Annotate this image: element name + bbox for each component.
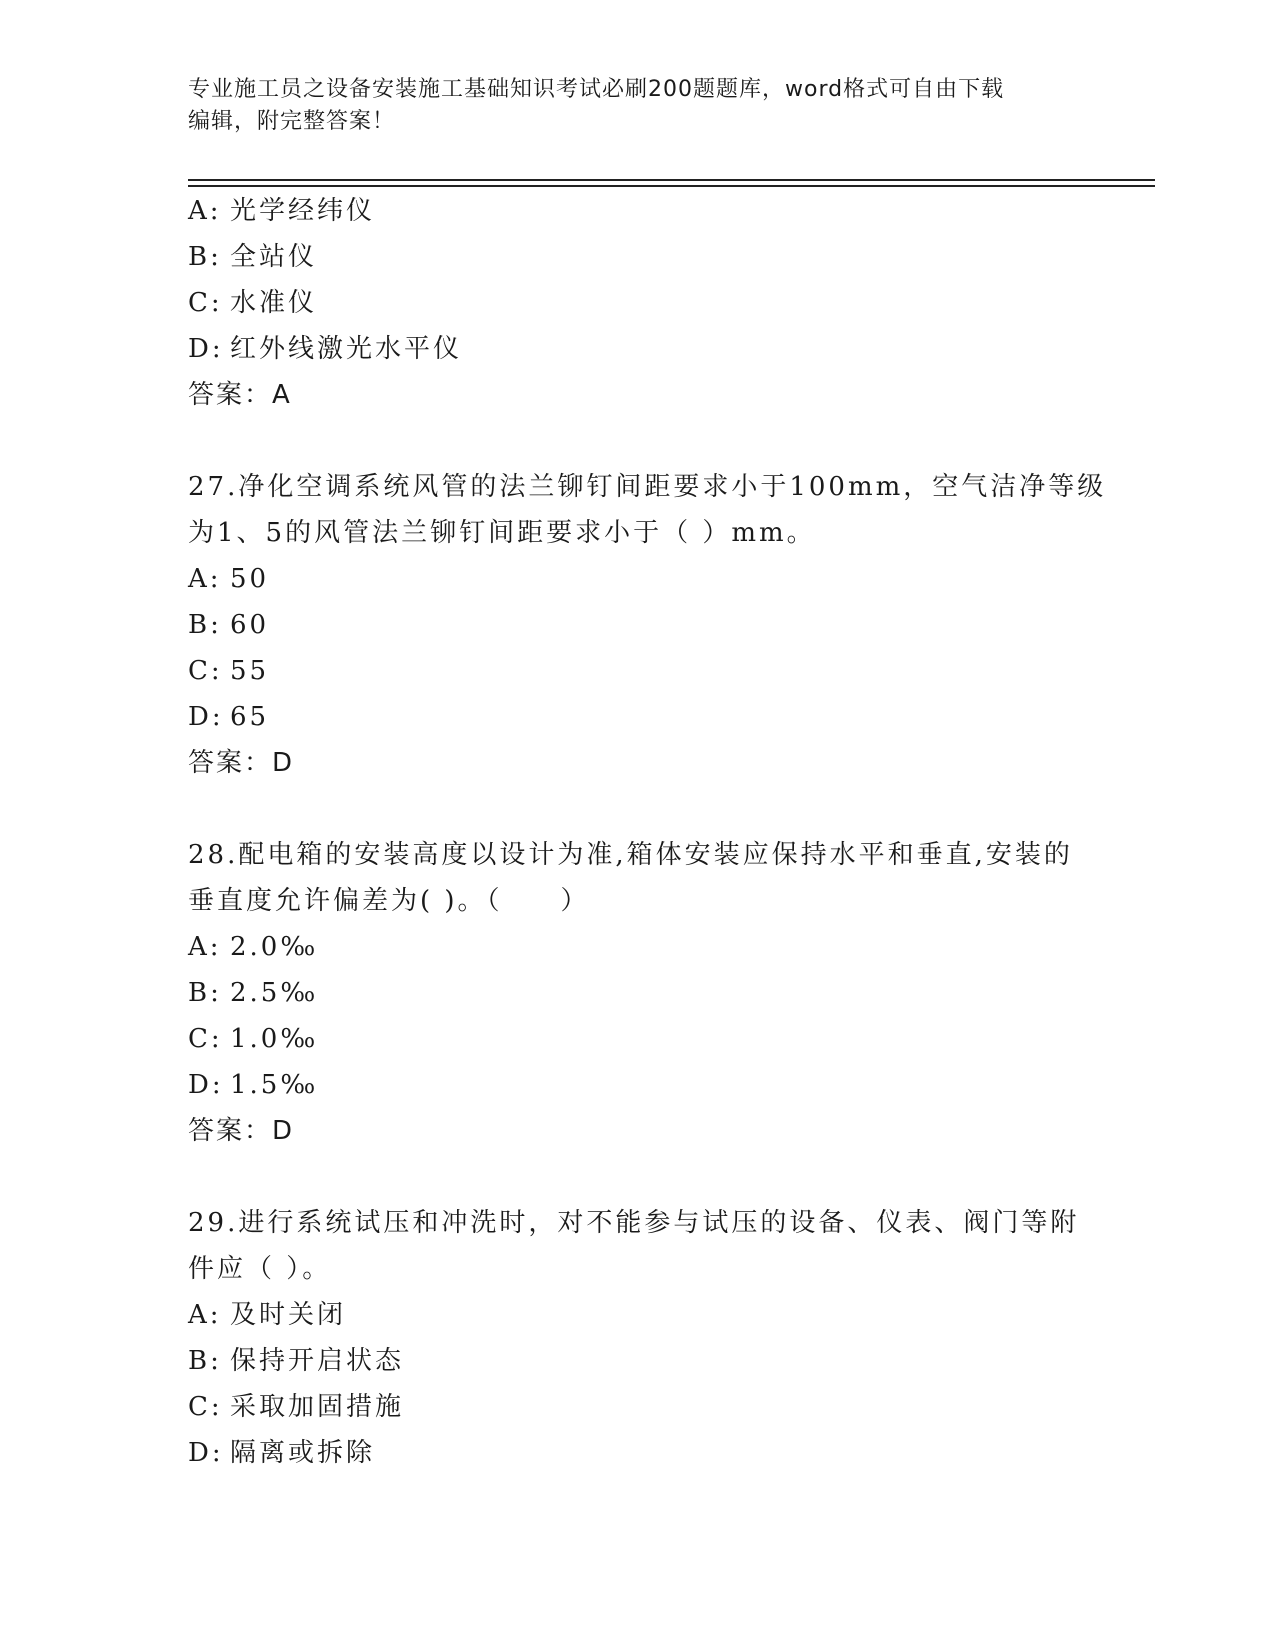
header-divider-top bbox=[188, 179, 1155, 181]
question-text: 29.进行系统试压和冲洗时，对不能参与试压的设备、仪表、阀门等附 bbox=[188, 1208, 1080, 1238]
header-line-1: 专业施工员之设备安装施工基础知识考试必刷200题题库，word格式可自由下载 bbox=[188, 77, 1005, 102]
question-29 bbox=[188, 1200, 1088, 1476]
option-c: C: 55 bbox=[188, 656, 270, 686]
header-divider-bottom bbox=[188, 185, 1155, 187]
question-28 bbox=[188, 832, 1088, 1154]
option-d: D: 1.5‰ bbox=[188, 1070, 319, 1100]
question-content bbox=[188, 188, 1107, 1476]
question-text: 垂直度允许偏差为( )。（ ） bbox=[188, 886, 590, 916]
question-text: 28.配电箱的安装高度以设计为准,箱体安装应保持水平和垂直,安装的 bbox=[188, 840, 1073, 870]
answer-line: 答案：D bbox=[188, 748, 295, 778]
option-d: D: 65 bbox=[188, 702, 270, 732]
document-header bbox=[188, 74, 1088, 138]
option-a: A: 及时关闭 bbox=[188, 1300, 347, 1330]
option-a: A: 光学经纬仪 bbox=[188, 196, 376, 226]
option-c: C: 1.0‰ bbox=[188, 1024, 319, 1054]
prev-question-block bbox=[188, 188, 1088, 418]
option-c: C: 采取加固措施 bbox=[188, 1392, 405, 1422]
option-a: A: 2.0‰ bbox=[188, 932, 319, 962]
option-c: C: 水准仪 bbox=[188, 288, 318, 318]
option-b: B: 保持开启状态 bbox=[188, 1346, 405, 1376]
option-b: B: 2.5‰ bbox=[188, 978, 319, 1008]
option-b: B: 60 bbox=[188, 610, 270, 640]
option-a: A: 50 bbox=[188, 564, 270, 594]
question-text: 27.净化空调系统风管的法兰铆钉间距要求小于100mm，空气洁净等级 bbox=[188, 472, 1107, 502]
option-d: D: 隔离或拆除 bbox=[188, 1438, 376, 1468]
header-line-2: 编辑，附完整答案！ bbox=[188, 109, 396, 134]
answer-line: 答案：D bbox=[188, 1116, 295, 1146]
question-text: 为1、5的风管法兰铆钉间距要求小于（ ）mm。 bbox=[188, 518, 816, 548]
question-27 bbox=[188, 464, 1107, 786]
question-text: 件应（ ）。 bbox=[188, 1254, 332, 1284]
answer-line: 答案：A bbox=[188, 380, 292, 410]
option-b: B: 全站仪 bbox=[188, 242, 318, 272]
option-d: D: 红外线激光水平仪 bbox=[188, 334, 463, 364]
